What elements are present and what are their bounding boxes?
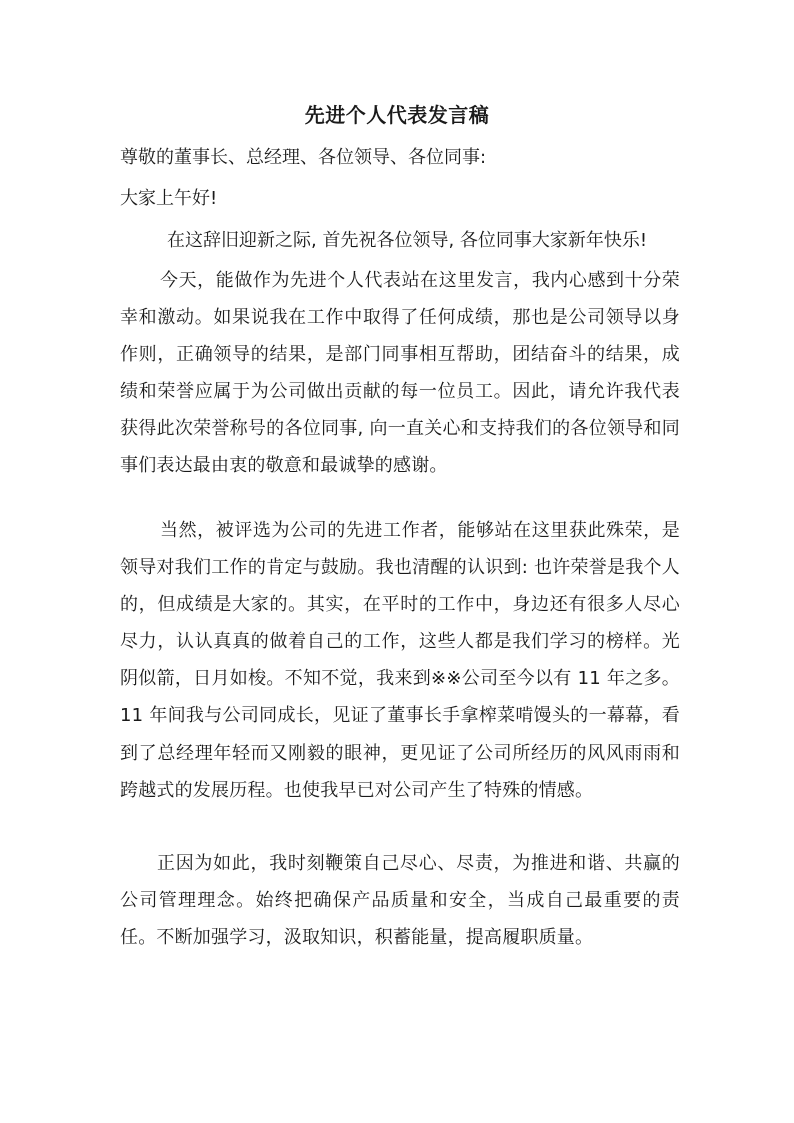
paragraph-text: 当然，被评选为公司的先进工作者，能够站在这里获此殊荣，是领导对我们工作的肯定与鼓励。我也清醒的认识到: 也许荣誉是我个人的，但成绩是大家的。其实，在平时的工作中，身边还有很多人尽心尽力，认认真真的做着自己的工作，这些人都是我们学习的榜样。光阴似箭，日月如梭。不知不觉，我来到※※公司至今以有 11 年之多。11 年间我与公司同成长，见证了董事长手拿榨菜啃馒头的一幕幕，看到了总经理年轻而又刚毅的眼神，更见证了公司所经历的风风雨雨和跨越式的发展历程。也使我早已对公司产生了特殊的情感。	[120, 520, 680, 801]
paragraph-text: 正因为如此，我时刻鞭策自己尽心、尽责，为推进和谐、共赢的公司管理理念。始终把确保产品质量和安全，当成自己最重要的责任。不断加强学习，汲取知识，积蓄能量，提高履职质量。	[120, 853, 680, 949]
paragraph-honor	[120, 512, 680, 809]
paragraph-commitment	[120, 845, 680, 956]
salutation: 尊敬的董事长、总经理、各位领导、各位同事:	[120, 147, 487, 168]
paragraph-text: 今天，能做作为先进个人代表站在这里发言，我内心感到十分荣幸和激动。如果说我在工作中取得了任何成绩，那也是公司领导以身作则，正确领导的结果，是部门同事相互帮助，团结奋斗的结果，成绩和荣誉应属于为公司做出贡献的每一位员工。因此，请允许我代表获得此次荣誉称号的各位同事, 向一直关心和支持我们的各位领导和同事们表达最由衷的敬意和最诚挚的感谢。	[120, 270, 680, 477]
document-title: 先进个人代表发言稿	[304, 103, 490, 127]
paragraph-new-year-wishes: 在这辞旧迎新之际, 首先祝各位领导, 各位同事大家新年快乐!	[167, 230, 648, 251]
paragraph-gratitude	[120, 262, 680, 485]
greeting: 大家上午好!	[120, 188, 218, 209]
